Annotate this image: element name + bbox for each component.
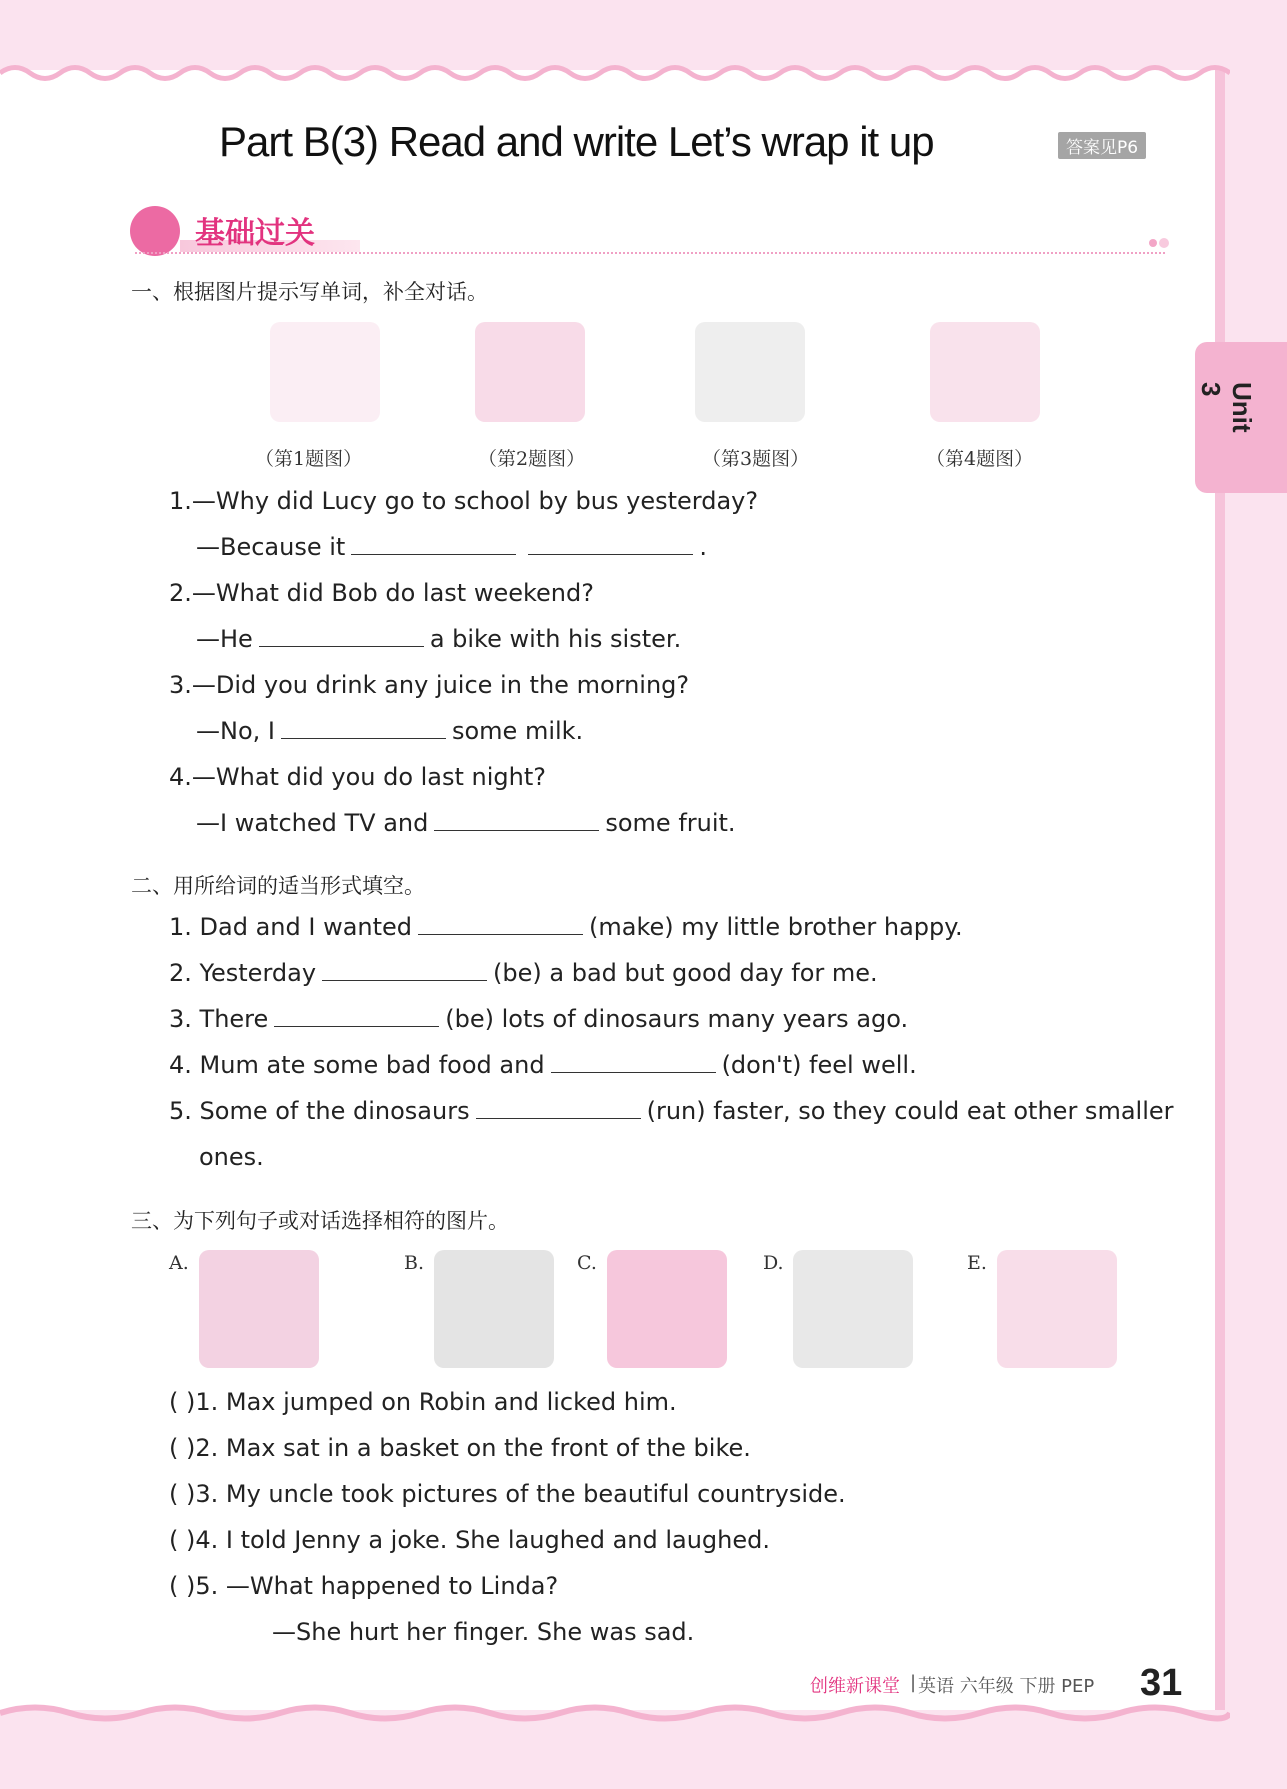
option-label: B.	[404, 1252, 425, 1274]
answer-prefix: —Because it	[196, 533, 346, 561]
caption-4: （第4题图）	[926, 448, 1034, 470]
question-text: 2.	[169, 579, 192, 607]
answer-reference-badge: 答案见P6	[1058, 132, 1146, 159]
option-picture-a	[199, 1250, 319, 1368]
answer-blank-input[interactable]	[434, 809, 599, 831]
sentence-prefix: 1. Dad and I wanted	[169, 913, 413, 941]
footer-separator: |	[910, 1672, 917, 1693]
question-line	[169, 1051, 917, 1079]
option-picture-c	[607, 1250, 727, 1368]
question-line	[169, 763, 546, 791]
section-divider	[135, 252, 1165, 254]
question-text: 1.	[169, 487, 192, 515]
answer-blank-input[interactable]	[322, 959, 487, 981]
footer-book-info: 英语 六年级 下册 PEP	[918, 1676, 1095, 1697]
cloud-rain-picture	[270, 322, 380, 422]
question-line	[169, 959, 878, 987]
unit-tab[interactable]	[1195, 342, 1287, 493]
match-question-line[interactable]: ( )2. Max sat in a basket on the front of the bike.	[169, 1434, 751, 1462]
option-label: C.	[577, 1252, 597, 1274]
eating-fruit-picture	[930, 322, 1040, 422]
question-text: —Did you drink any juice in the morning?	[191, 671, 690, 699]
sentence-prefix: ones.	[199, 1143, 264, 1171]
answer-blank-input[interactable]	[351, 533, 516, 555]
part1-heading: 一、根据图片提示写单词，补全对话。	[131, 280, 488, 304]
option-picture-e	[997, 1250, 1117, 1368]
caption-1: （第1题图）	[255, 448, 363, 470]
sentence-suffix: (be) lots of dinosaurs many years ago.	[445, 1005, 909, 1033]
question-text: —What did Bob do last weekend?	[191, 579, 594, 607]
sentence-suffix: (be) a bad but good day for me.	[493, 959, 878, 987]
part2-heading: 二、用所给词的适当形式填空。	[131, 874, 425, 898]
caption-3: （第3题图）	[702, 448, 810, 470]
question-line	[199, 1143, 264, 1171]
footer-brand: 创维新课堂	[810, 1676, 900, 1697]
caption-2: （第2题图）	[478, 448, 586, 470]
option-label: A.	[169, 1252, 189, 1274]
answer-suffix: a bike with his sister.	[429, 625, 682, 653]
match-question-line: —She hurt her finger. She was sad.	[272, 1618, 695, 1646]
sentence-suffix: (run) faster, so they could eat other smaller	[646, 1097, 1174, 1125]
riding-bike-picture	[475, 322, 585, 422]
sentence-prefix: 4. Mum ate some bad food and	[169, 1051, 545, 1079]
answer-blank-input[interactable]	[476, 1097, 641, 1119]
sentence-prefix: 5. Some of the dinosaurs	[169, 1097, 470, 1125]
section-heading: 基础过关	[195, 216, 315, 251]
question-line	[196, 809, 736, 837]
sentence-suffix: (don't) feel well.	[721, 1051, 917, 1079]
answer-blank-input[interactable]	[281, 717, 446, 739]
answer-blank-input[interactable]	[551, 1051, 716, 1073]
decorative-dots-icon	[1148, 236, 1170, 250]
page-number: 31	[1140, 1662, 1183, 1704]
answer-suffix: some milk.	[451, 717, 584, 745]
page-title: Part B(3) Read and write Let’s wrap it up	[219, 118, 934, 165]
match-question-line[interactable]: ( )4. I told Jenny a joke. She laughed and laughed.	[169, 1526, 771, 1554]
top-wave-border	[0, 62, 1230, 84]
sentence-prefix: 3. There	[169, 1005, 269, 1033]
question-text: —What did you do last night?	[191, 763, 547, 791]
answer-blank-input[interactable]	[259, 625, 424, 647]
section-mascot-icon	[130, 206, 180, 256]
answer-suffix: .	[699, 533, 707, 561]
option-picture-d	[793, 1250, 913, 1368]
question-text: 3.	[169, 671, 192, 699]
bottom-wave-border	[0, 1702, 1230, 1724]
question-text: —Why did Lucy go to school by bus yesterday?	[191, 487, 759, 515]
answer-blank-input[interactable]	[274, 1005, 439, 1027]
question-line	[196, 625, 681, 653]
sentence-suffix: (make) my little brother happy.	[589, 913, 963, 941]
drinking-milk-picture	[695, 322, 805, 422]
unit-tab-label: Unit 3	[1196, 382, 1257, 433]
match-question-line[interactable]: ( )5. —What happened to Linda?	[169, 1572, 559, 1600]
option-label: D.	[763, 1252, 784, 1274]
answer-prefix: —I watched TV and	[196, 809, 429, 837]
option-picture-b	[434, 1250, 554, 1368]
question-line	[169, 1005, 908, 1033]
answer-prefix: —No, I	[196, 717, 275, 745]
answer-prefix: —He	[196, 625, 253, 653]
answer-blank-input[interactable]	[528, 533, 693, 555]
match-question-line[interactable]: ( )3. My uncle took pictures of the beautiful countryside.	[169, 1480, 846, 1508]
question-line	[169, 671, 689, 699]
question-text: 4.	[169, 763, 192, 791]
question-line	[169, 913, 963, 941]
answer-suffix: some fruit.	[605, 809, 736, 837]
sentence-prefix: 2. Yesterday	[169, 959, 317, 987]
question-line	[169, 487, 758, 515]
option-label: E.	[967, 1252, 987, 1274]
answer-blank-input[interactable]	[418, 913, 583, 935]
question-line	[196, 533, 707, 561]
match-question-line[interactable]: ( )1. Max jumped on Robin and licked him.	[169, 1388, 677, 1416]
question-line	[169, 579, 594, 607]
part3-heading: 三、为下列句子或对话选择相符的图片。	[131, 1209, 509, 1233]
question-line	[196, 717, 583, 745]
question-line	[169, 1097, 1174, 1125]
